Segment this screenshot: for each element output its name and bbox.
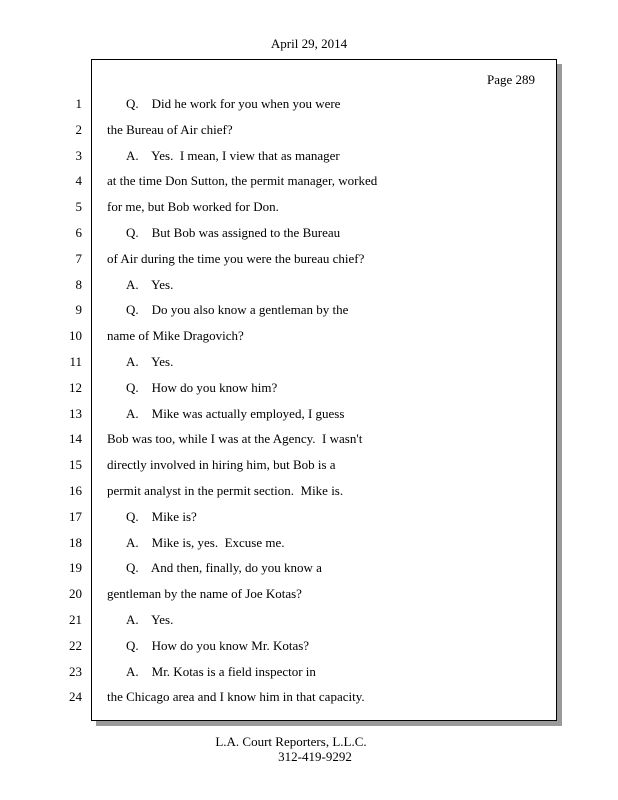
line-number: 4 bbox=[75, 173, 82, 188]
transcript-line: permit analyst in the permit section. Mike is. bbox=[107, 483, 344, 498]
transcript-line: the Bureau of Air chief? bbox=[107, 122, 233, 137]
footer-phone: 312-419-9292 bbox=[278, 749, 352, 764]
transcript-line: at the time Don Sutton, the permit manager, worked bbox=[107, 173, 378, 188]
transcript-line: Q. Did he work for you when you were bbox=[126, 96, 341, 111]
line-number: 2 bbox=[75, 122, 82, 137]
transcript-line: Q. And then, finally, do you know a bbox=[126, 560, 322, 575]
line-number: 23 bbox=[69, 664, 82, 679]
line-number: 15 bbox=[69, 457, 82, 472]
line-number: 22 bbox=[69, 638, 82, 653]
transcript-line: A. Yes. bbox=[126, 354, 174, 369]
line-number: 7 bbox=[75, 251, 82, 266]
line-number: 18 bbox=[69, 535, 82, 550]
line-number: 14 bbox=[69, 431, 82, 446]
line-number: 13 bbox=[69, 406, 82, 421]
transcript-line: name of Mike Dragovich? bbox=[107, 328, 244, 343]
transcript-line: A. Yes. bbox=[126, 612, 174, 627]
line-number: 12 bbox=[69, 380, 82, 395]
footer-reporter: L.A. Court Reporters, L.L.C. bbox=[215, 734, 367, 749]
line-number: 17 bbox=[69, 509, 82, 524]
transcript-line: directly involved in hiring him, but Bob is a bbox=[107, 457, 336, 472]
line-number: 1 bbox=[75, 96, 82, 111]
line-number: 8 bbox=[75, 277, 82, 292]
line-number: 9 bbox=[75, 302, 82, 317]
transcript-line: Q. How do you know him? bbox=[126, 380, 278, 395]
transcript-line: the Chicago area and I know him in that capacity. bbox=[107, 689, 365, 704]
line-number: 20 bbox=[69, 586, 82, 601]
page-number: Page 289 bbox=[486, 72, 535, 87]
line-number: 6 bbox=[75, 225, 82, 240]
header-date: April 29, 2014 bbox=[270, 36, 348, 51]
transcript-line: for me, but Bob worked for Don. bbox=[107, 199, 279, 214]
transcript-line: Q. Do you also know a gentleman by the bbox=[126, 302, 349, 317]
transcript-line: A. Yes. bbox=[126, 277, 174, 292]
transcript-line: A. Mr. Kotas is a field inspector in bbox=[126, 664, 316, 679]
line-number: 24 bbox=[69, 689, 82, 704]
transcript-line: Bob was too, while I was at the Agency. I wasn't bbox=[107, 431, 363, 446]
transcript-line: A. Mike is, yes. Excuse me. bbox=[126, 535, 285, 550]
transcript-line: of Air during the time you were the bureau chief? bbox=[107, 251, 365, 266]
transcript-line: Q. But Bob was assigned to the Bureau bbox=[126, 225, 341, 240]
line-number: 10 bbox=[69, 328, 82, 343]
transcript-line: Q. Mike is? bbox=[126, 509, 197, 524]
transcript-line: gentleman by the name of Joe Kotas? bbox=[107, 586, 302, 601]
line-number: 3 bbox=[75, 148, 82, 163]
line-number: 11 bbox=[69, 354, 82, 369]
line-number: 21 bbox=[69, 612, 82, 627]
transcript-line: A. Mike was actually employed, I guess bbox=[126, 406, 345, 421]
line-number: 19 bbox=[69, 560, 82, 575]
transcript-line: Q. How do you know Mr. Kotas? bbox=[126, 638, 310, 653]
line-number: 16 bbox=[69, 483, 82, 498]
line-number: 5 bbox=[75, 199, 82, 214]
transcript-line: A. Yes. I mean, I view that as manager bbox=[126, 148, 340, 163]
